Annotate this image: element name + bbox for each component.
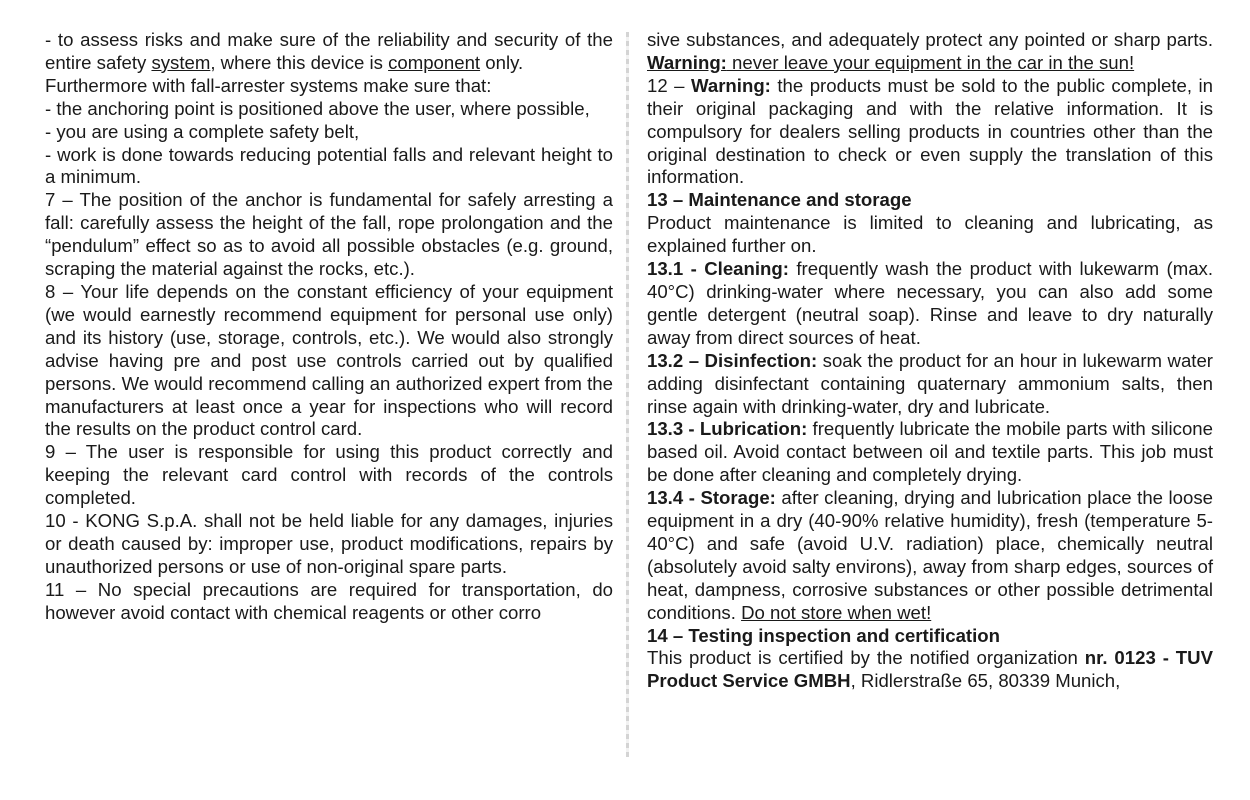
paragraph-transport-continued: sive substances, and adequately protect any pointed or sharp parts. Warning: never leave your equipment in the car in the sun! (647, 29, 1213, 73)
list-item-anchoring-point: - the anchoring point is positioned above the user, where possible, (45, 97, 590, 119)
paragraph-risk-assessment: - to assess risks and make sure of the reliability and security of the entire safety system, where this device is component only. (45, 29, 613, 73)
paragraph-9-user-responsibility: 9 – The user is responsible for using this product correctly and keeping the relevant card control with records of the controls completed. (45, 441, 613, 509)
paragraph-13-3-lubrication: 13.3 - Lubrication: frequently lubricate the mobile parts with silicone based oil. Avoid contact between oil and textile parts. This job must be done after cleaning and completely drying. (647, 418, 1213, 486)
paragraph-13-4-storage: 13.4 - Storage: after cleaning, drying and lubrication place the loose equipment in a dry (40-90% relative humidity), fresh (temperature 5-40°C) and safe (avoid U.V. radiation) place, chemically neutral (absolutely avoid salty environs), away from sharp edges, sources of heat, dampness, corrosive substances or other possible detrimental conditions. Do not store when wet! (647, 487, 1213, 623)
page-gutter-divider (626, 32, 629, 757)
warning-do-not-store-wet: Do not store when wet! (741, 601, 932, 623)
paragraph-10-liability: 10 - KONG S.p.A. shall not be held liable for any damages, injuries or death caused by: improper use, product modifications, repairs by unauthorized persons or use of non-original spare parts. (45, 510, 613, 577)
paragraph-8-equipment-efficiency: 8 – Your life depends on the constant efficiency of your equipment (we would earnestly recommend equipment for personal use only) and its history (use, storage, controls, etc.). We would also strongly advise having pre and post use controls carried out by qualified persons. We would recommend calling an authorized expert from the manufacturers at least once a year for inspections who will record the results on the product control card. (45, 280, 613, 440)
warning-sun-text: never leave your equipment in the car in the sun! (726, 51, 1135, 73)
paragraph-12-warning: 12 – Warning: the products must be sold to the public complete, in their original packaging and with the relative information. It is compulsory for dealers selling products in countries other than the original destination to check or even supply the translation of this information. (647, 74, 1213, 188)
paragraph-13-2-disinfection: 13.2 – Disinfection: soak the product for an hour in lukewarm water adding disinfectant containing quaternary ammonium salts, then rinse again with drinking-water, dry and lubricate. (647, 349, 1213, 417)
subheading-cleaning: 13.1 - Cleaning: (647, 258, 789, 280)
left-column (45, 29, 613, 625)
paragraph-7-anchor-position: 7 – The position of the anchor is fundamental for safely arresting a fall: carefully assess the height of the fall, rope prolongation and the “pendulum” effect so as to avoid all possible obstacles (e.g. ground, scraping the material against the rocks, etc.). (45, 189, 613, 280)
warning-label: Warning: (691, 74, 771, 96)
subheading-storage: 13.4 - Storage: (647, 487, 776, 509)
underlined-component: component (388, 51, 481, 73)
paragraph-14-certification: This product is certified by the notified organization nr. 0123 - TUV Product Service GMBH, Ridlerstraße 65, 80339 Munich, (647, 647, 1213, 692)
right-column (647, 29, 1213, 693)
paragraph-13-1-cleaning: 13.1 - Cleaning: frequently wash the product with lukewarm (max. 40°C) drinking-water where necessary, you can also add some gentle detergent (neutral soap). Rinse and leave to dry naturally away from direct sources of heat. (647, 258, 1214, 348)
subheading-lubrication: 13.3 - Lubrication: (647, 418, 808, 440)
paragraph-11-transportation: 11 – No special precautions are required for transportation, do however avoid contact with chemical reagents or other corro (45, 578, 613, 623)
heading-14-testing: 14 – Testing inspection and certification (647, 624, 1001, 646)
paragraph-13-maintenance: Product maintenance is limited to cleaning and lubricating, as explained further on. (647, 212, 1213, 257)
heading-13-maintenance: 13 – Maintenance and storage (647, 189, 912, 211)
notified-organization: nr. 0123 - TUV Product Service GMBH (647, 647, 1213, 692)
paragraph-fall-arrester-intro: Furthermore with fall-arrester systems make sure that: (45, 74, 492, 96)
underlined-system: system (151, 51, 211, 73)
list-item-reduce-falls: - work is done towards reducing potential falls and relevant height to a minimum. (45, 143, 613, 188)
subheading-disinfection: 13.2 – Disinfection: (647, 349, 818, 371)
list-item-safety-belt: - you are using a complete safety belt, (45, 120, 360, 142)
warning-label: Warning: (647, 51, 727, 73)
